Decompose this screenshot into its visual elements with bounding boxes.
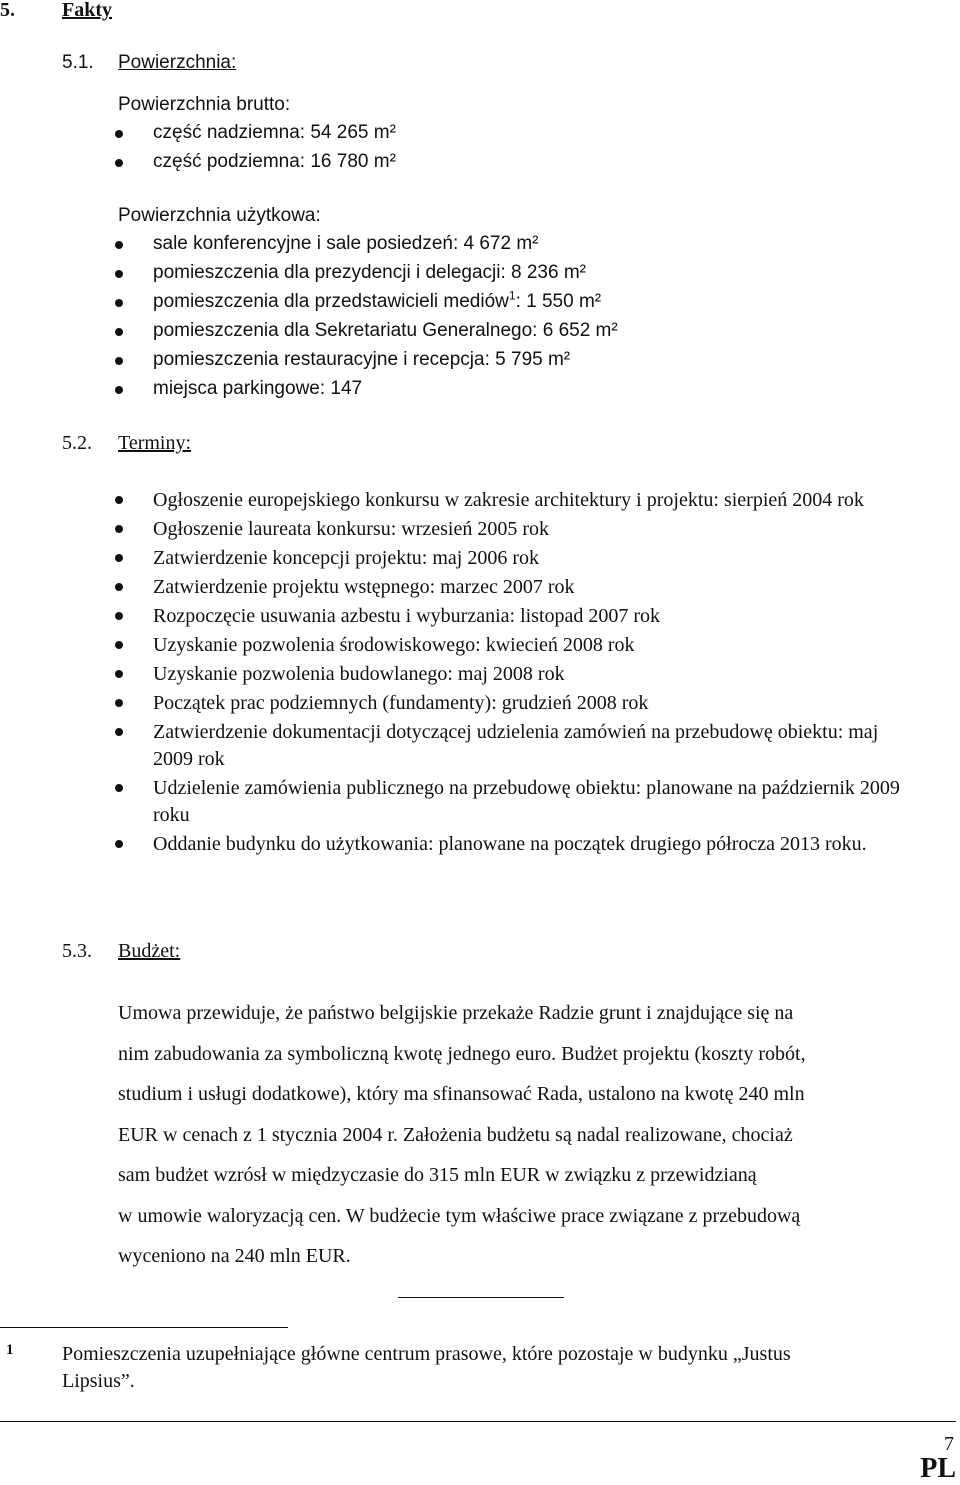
paragraph-line: studium i usługi dodatkowe), który ma sfinansować Rada, ustalono na kwotę 240 mln	[118, 1083, 805, 1105]
footnote-divider	[0, 1327, 288, 1328]
bullet-icon	[115, 130, 123, 138]
bullet-icon	[115, 612, 123, 620]
gross-area-list	[0, 121, 913, 179]
subsection-number-5-1: 5.1.	[62, 52, 94, 73]
budget-paragraph	[118, 993, 806, 1277]
paragraph-line: EUR w cenach z 1 stycznia 2004 r. Założenia budżetu są nadal realizowane, chociaż	[118, 1123, 793, 1146]
list-item: Zatwierdzenie projektu wstępnego: marzec 2007 rok	[0, 574, 913, 601]
list-item: Ogłoszenie europejskiego konkursu w zakresie architektury i projektu: sierpień 2004 rok	[0, 487, 913, 514]
subsection-title-dates: Terminy:	[118, 432, 192, 454]
paragraph-line: nim zabudowania za symboliczną kwotę jednego euro. Budżet projektu (koszty robót,	[118, 1042, 806, 1065]
bullet-icon	[115, 728, 123, 736]
page-number: 7	[944, 1433, 954, 1455]
bullet-icon	[115, 670, 123, 678]
language-code: PL	[920, 1453, 956, 1484]
paragraph-line: Umowa przewiduje, że państwo belgijskie przekaże Radzie grunt i znajdujące się na	[118, 1002, 794, 1024]
bullet-icon	[115, 784, 123, 792]
paragraph-line: wyceniono na 240 mln EUR.	[118, 1245, 351, 1267]
list-item: Rozpoczęcie usuwania azbestu i wyburzania: listopad 2007 rok	[0, 603, 913, 630]
bullet-icon	[115, 299, 123, 307]
list-item: Uzyskanie pozwolenia środowiskowego: kwiecień 2008 rok	[0, 632, 913, 659]
list-item: miejsca parkingowe: 147	[0, 377, 913, 406]
footnote-text-line-1: Pomieszczenia uzupełniające główne centrum prasowe, które pozostaje w budynku „Justus	[62, 1343, 791, 1365]
bullet-icon	[115, 641, 123, 649]
usable-area-heading: Powierzchnia użytkowa:	[118, 205, 321, 226]
bullet-icon	[115, 328, 123, 336]
list-item: sale konferencyjne i sale posiedzeń: 4 672 m²	[0, 232, 913, 261]
bullet-icon	[115, 583, 123, 591]
timeline-list	[0, 487, 913, 860]
list-item: część nadziemna: 54 265 m²	[0, 121, 913, 150]
subsection-number-5-2: 5.2.	[62, 432, 92, 454]
list-item: Udzielenie zamówienia publicznego na przebudowę obiektu: planowane na październik 2009 roku	[0, 775, 913, 829]
list-item: Zatwierdzenie dokumentacji dotyczącej udzielenia zamówień na przebudowę obiektu: maj 2009 rok	[0, 719, 913, 773]
list-item: Uzyskanie pozwolenia budowlanego: maj 2008 rok	[0, 661, 913, 688]
bullet-icon	[115, 699, 123, 707]
list-item: pomieszczenia dla przedstawicieli mediów$^1$: 1 550 m²	[0, 290, 913, 319]
usable-area-list	[0, 232, 913, 406]
list-item: Ogłoszenie laureata konkursu: wrzesień 2005 rok	[0, 516, 913, 543]
end-of-text-divider	[398, 1297, 564, 1298]
footer-divider	[0, 1421, 956, 1422]
footnote-ref: 1	[508, 288, 516, 303]
bullet-icon	[115, 270, 123, 278]
paragraph-line: sam budżet wzrósł w międzyczasie do 315 mln EUR w związku z przewidzianą	[118, 1164, 757, 1186]
footnote-marker: 1	[6, 1342, 14, 1358]
bullet-icon	[115, 840, 123, 848]
bullet-icon	[115, 525, 123, 533]
bullet-icon	[115, 386, 123, 394]
section-title: Fakty	[62, 0, 112, 21]
bullet-icon	[115, 357, 123, 365]
list-item: Zatwierdzenie koncepcji projektu: maj 2006 rok	[0, 545, 913, 572]
list-item: Oddanie budynku do użytkowania: planowane na początek drugiego półrocza 2013 roku.	[0, 831, 913, 858]
list-item: pomieszczenia dla prezydencji i delegacji: 8 236 m²	[0, 261, 913, 290]
section-number: 5.	[0, 0, 15, 21]
subsection-title-area: Powierzchnia:	[118, 52, 237, 73]
subsection-title-budget: Budżet:	[118, 940, 181, 962]
footnote-text-line-2: Lipsius”.	[62, 1370, 135, 1392]
paragraph-line: w umowie waloryzacją cen. W budżecie tym właściwe prace związane z przebudową	[118, 1204, 801, 1227]
bullet-icon	[115, 241, 123, 249]
list-item: Początek prac podziemnych (fundamenty): grudzień 2008 rok	[0, 690, 913, 717]
bullet-icon	[115, 159, 123, 167]
bullet-icon	[115, 496, 123, 504]
list-item: pomieszczenia dla Sekretariatu Generalnego: 6 652 m²	[0, 319, 913, 348]
list-item: część podziemna: 16 780 m²	[0, 150, 913, 179]
gross-area-heading: Powierzchnia brutto:	[118, 94, 291, 115]
list-item: pomieszczenia restauracyjne i recepcja: 5 795 m²	[0, 348, 913, 377]
subsection-number-5-3: 5.3.	[62, 940, 92, 962]
bullet-icon	[115, 554, 123, 562]
